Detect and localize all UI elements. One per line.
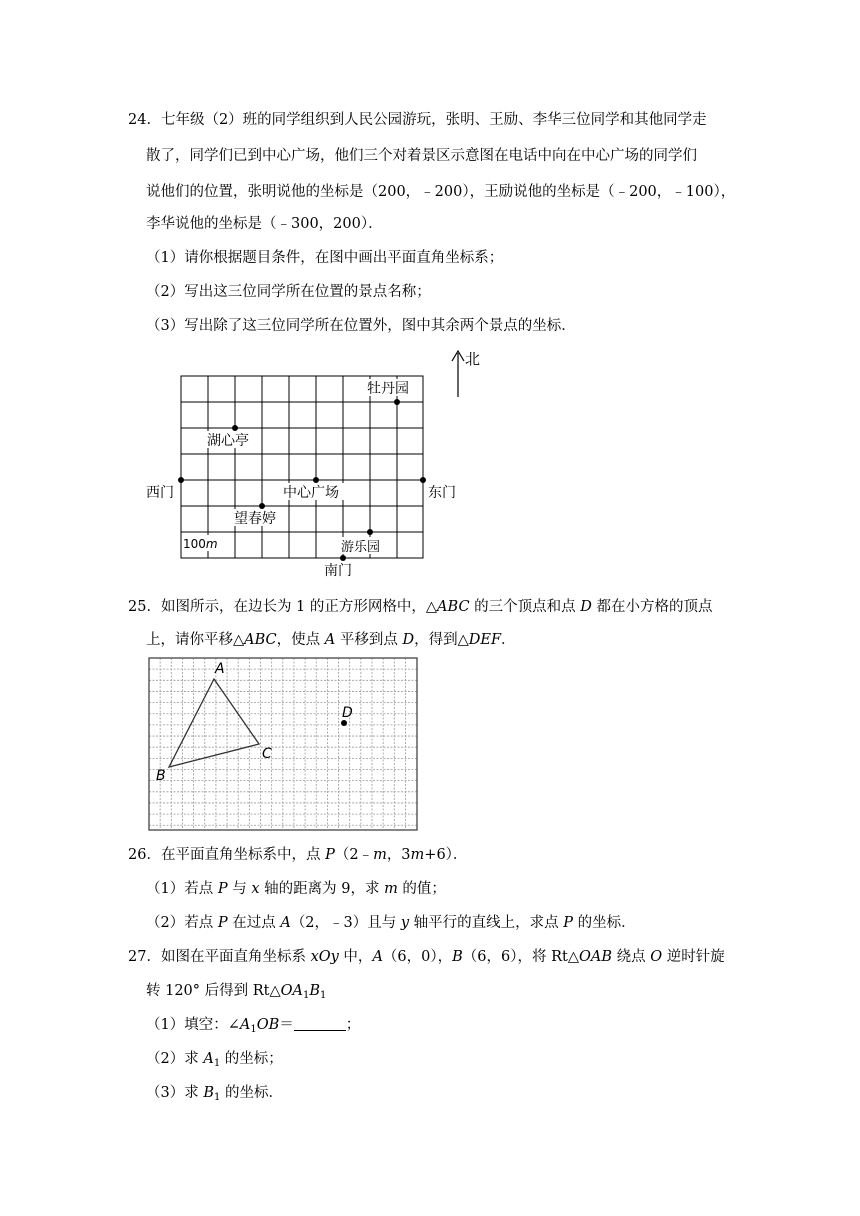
- park-map-figure: [140, 345, 500, 583]
- lake-pavilion-label: 湖心亭: [207, 433, 249, 449]
- peony-garden-label: 牡丹园: [367, 381, 409, 397]
- triangle-grid-figure: [148, 657, 420, 833]
- q27-sub-1: （1）填空：$\angle A_1OB=$ ；: [146, 1017, 361, 1035]
- answer-blank[interactable]: [294, 1016, 346, 1031]
- center-square-dot: [313, 477, 319, 483]
- west-gate-dot: [178, 477, 184, 483]
- q24-line-3: 说他们的位置，张明说他的坐标是（200，﹣200），王励说他的坐标是（﹣200，﹣100），: [146, 184, 736, 200]
- vertex-a-label: A: [215, 661, 225, 677]
- west-gate-label: 西门: [146, 485, 174, 501]
- q27-sub-2: （2）求 $A_1$ 的坐标；: [146, 1051, 283, 1069]
- q24-sub-3: （3）写出除了这三位同学所在位置外，图中其余两个景点的坐标．: [146, 318, 576, 334]
- vertex-b-label: B: [156, 768, 166, 784]
- q27-line-2: 转 120° 后得到 $Rt\triangle OA_1B_1$: [146, 983, 327, 1001]
- park-map-grid: [181, 376, 423, 558]
- q27-number: 27．: [128, 949, 161, 965]
- south-gate-dot: [340, 555, 346, 561]
- q24-text-1: 七年级（2）班的同学组织到人民公园游玩，张明、王励、李华三位同学和其他同学走: [160, 112, 707, 128]
- east-gate-label: 东门: [428, 485, 456, 501]
- center-square-label: 中心广场: [283, 485, 339, 501]
- q26-line-1: 26．在平面直角坐标系中，点 P（2﹣m，3m+6）．: [128, 847, 468, 863]
- south-gate-label: 南门: [324, 563, 352, 579]
- north-label: 北: [465, 350, 481, 368]
- amusement-park-dot: [367, 529, 373, 535]
- q24-line-4: 李华说他的坐标是（﹣300，200）．: [146, 216, 383, 232]
- square-grid: [149, 658, 417, 830]
- vertex-c-label: C: [262, 746, 272, 762]
- scale-label: 100m: [183, 537, 218, 551]
- q25-number: 25．: [128, 599, 161, 615]
- q27-line-1: 27．如图在平面直角坐标系 xOy 中，A（6，0），B（6，6），将 Rt△OAB 绕点 O 逆时针旋: [128, 949, 725, 965]
- wangchun-label: 望春婷: [234, 511, 276, 527]
- q27-sub-3: （3）求 $B_1$ 的坐标．: [146, 1085, 283, 1103]
- north-arrow-icon: [452, 351, 464, 397]
- peony-garden-dot: [394, 399, 400, 405]
- q26-number: 26．: [128, 847, 161, 863]
- east-gate-dot: [420, 477, 426, 483]
- q26-sub-2: （2）若点 P 在过点 A（2，﹣3）且与 y 轴平行的直线上，求点 P 的坐标．: [146, 915, 636, 931]
- q26-sub-1: （1）若点 P 与 x 轴的距离为 9，求 m 的值；: [146, 881, 446, 897]
- point-d-label: D: [342, 705, 353, 721]
- q24-number: 24．: [128, 112, 161, 128]
- q24-line-2: 散了，同学们已到中心广场，他们三个对着景区示意图在电话中向在中心广场的同学们: [146, 148, 697, 164]
- q24-line-1: [128, 110, 707, 130]
- q25-line-1: 25．如图所示，在边长为 1 的正方形网格中，△ABC 的三个顶点和点 D 都在小方格的顶点: [128, 599, 713, 615]
- lake-pavilion-dot: [232, 425, 238, 431]
- q24-sub-1: （1）请你根据题目条件，在图中画出平面直角坐标系；: [146, 250, 504, 266]
- q25-line-2: 上，请你平移△ABC，使点 A 平移到点 D，得到△DEF．: [146, 632, 516, 648]
- wangchun-dot: [259, 503, 265, 509]
- q24-sub-2: （2）写出这三位同学所在位置的景点名称；: [146, 284, 431, 300]
- amusement-park-label: 游乐园: [341, 540, 381, 555]
